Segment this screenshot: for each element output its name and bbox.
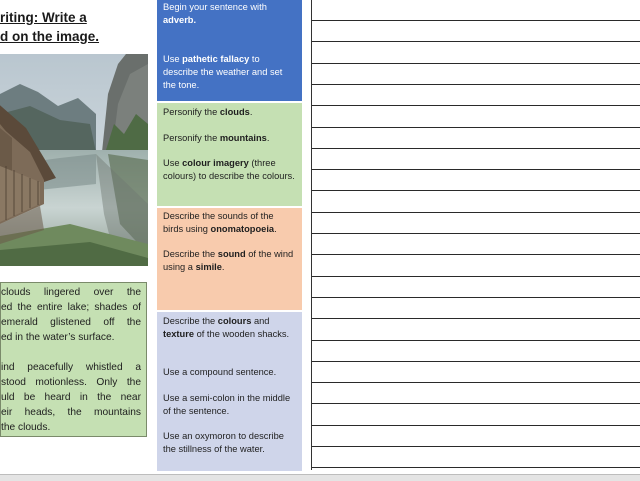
writing-line	[312, 403, 640, 404]
writing-line	[312, 297, 640, 298]
model-line: ed the entire lake; shades of	[1, 302, 141, 313]
writing-line	[312, 105, 640, 106]
prompt-onomatopoeia: Describe the sounds of the birds using onomatopoeia.	[163, 211, 277, 234]
model-line: the clouds.	[1, 422, 51, 433]
prompt-panel-green	[157, 103, 302, 206]
model-line: uld be heard in the near	[1, 392, 141, 403]
writing-line	[312, 467, 640, 468]
writing-line	[312, 212, 640, 213]
writing-line	[312, 361, 640, 362]
writing-line	[312, 127, 640, 128]
model-line: ind peacefully whistled a	[1, 362, 141, 373]
worksheet-title	[0, 8, 150, 46]
writing-line	[312, 84, 640, 85]
writing-line	[312, 425, 640, 426]
writing-line	[312, 254, 640, 255]
writing-line	[312, 382, 640, 383]
title-line-1: riting: Write a	[0, 10, 87, 25]
writing-line	[312, 233, 640, 234]
writing-line	[312, 276, 640, 277]
prompt-panel-lavender	[157, 312, 302, 471]
writing-line	[312, 41, 640, 42]
writing-lines[interactable]	[311, 0, 640, 470]
model-line: clouds lingered over the	[1, 287, 141, 298]
model-line: ed in the water’s surface.	[1, 332, 115, 343]
prompt-pathetic-fallacy: Use pathetic fallacy to describe the weather and set the tone.	[163, 54, 283, 90]
prompt-compound-sentence: Use a compound sentence.	[163, 367, 277, 377]
model-paragraph-box	[0, 282, 147, 437]
model-line: emerald glistened off the	[1, 317, 141, 328]
prompt-personify-clouds: Personify the clouds.	[163, 107, 253, 117]
writing-line	[312, 63, 640, 64]
writing-line	[312, 340, 640, 341]
writing-line	[312, 20, 640, 21]
prompt-opening: Begin your sentence with adverb.	[163, 2, 267, 25]
prompt-semi-colon: Use a semi-colon in the middle of the sentence.	[163, 393, 291, 416]
prompt-panel-blue	[157, 0, 302, 101]
prompt-colours-texture: Describe the colours and texture of the wooden shacks.	[163, 316, 290, 339]
writing-line	[312, 446, 640, 447]
title-line-2: d on the image.	[0, 29, 100, 44]
prompt-colour-imagery: Use colour imagery (three colours) to describe the colours.	[163, 158, 295, 181]
writing-line	[312, 169, 640, 170]
model-line: eir heads, the mountains	[1, 407, 141, 418]
lake-boathouse-photo	[0, 54, 148, 266]
writing-line	[312, 148, 640, 149]
prompt-panel-orange	[157, 208, 302, 310]
prompt-oxymoron: Use an oxymoron to describe the stillness of the water.	[163, 431, 284, 454]
model-line: stood motionless. Only the	[1, 377, 141, 388]
writing-line	[312, 190, 640, 191]
prompt-simile: Describe the sound of the wind using a simile.	[163, 249, 294, 272]
prompt-personify-mountains: Personify the mountains.	[163, 133, 270, 143]
writing-line	[312, 318, 640, 319]
photo-drawing	[0, 54, 148, 266]
